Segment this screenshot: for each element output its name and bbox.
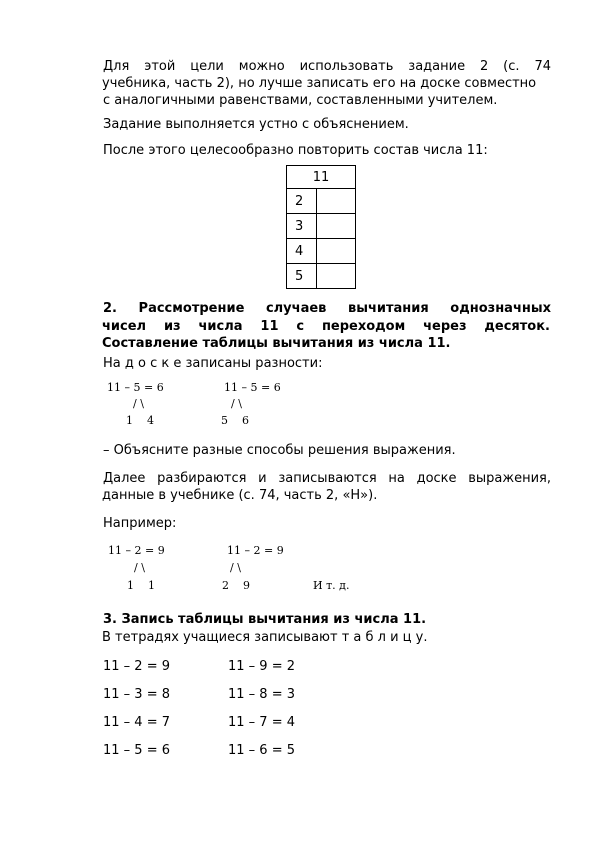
example-2-left-expression: 11 – 2 = 9	[108, 544, 165, 557]
subtraction-table-row-right: 11 – 8 = 3	[228, 687, 296, 702]
composition-cell: 5	[287, 264, 317, 289]
intro-line-2: учебника, часть 2), но лучше записать его на доске совместно	[102, 76, 537, 91]
composition-cell: 3	[287, 214, 317, 239]
subtraction-table-row-right: 11 – 6 = 5	[228, 743, 296, 758]
composition-header: 11	[287, 166, 356, 189]
example-2-etc: И т. д.	[313, 579, 350, 592]
composition-cell: 2	[287, 189, 317, 214]
subtraction-table-row-left: 11 – 2 = 9	[103, 659, 171, 674]
section-2-line-1: 2. Рассмотрение случаев вычитания однозначных	[103, 301, 551, 316]
section-3-title: 3. Запись таблицы вычитания из числа 11.	[103, 612, 427, 627]
composition-table	[286, 165, 356, 289]
intro-line-3: с аналогичными равенствами, составленными учителем.	[103, 93, 498, 108]
repeat-text: После этого целесообразно повторить состав числа 11:	[103, 143, 488, 158]
section-2-heading	[103, 300, 551, 353]
further-paragraph	[103, 470, 551, 504]
example-2-left-parts: 1 1	[127, 579, 155, 592]
subtraction-table-row-left: 11 – 5 = 6	[103, 743, 171, 758]
explain-text: – Объясните разные способы решения выражения.	[103, 443, 456, 458]
subtraction-table-row-right: 11 – 9 = 2	[228, 659, 296, 674]
example-1-left-branch: / \	[133, 397, 144, 410]
example-2-right-branch: / \	[230, 561, 241, 574]
composition-empty-cell	[317, 239, 356, 264]
composition-empty-cell	[317, 189, 356, 214]
composition-empty-cell	[317, 264, 356, 289]
example-1-right-branch: / \	[231, 397, 242, 410]
composition-empty-cell	[317, 214, 356, 239]
example-2-left-branch: / \	[134, 561, 145, 574]
board-intro: На д о с к е записаны разности:	[103, 356, 323, 371]
subtraction-table-row-left: 11 – 3 = 8	[103, 687, 171, 702]
section-2-line-3: Составление таблицы вычитания из числа 11.	[102, 336, 451, 351]
example-1-left-expression: 11 – 5 = 6	[107, 381, 164, 394]
subtraction-table-row-right: 11 – 7 = 4	[228, 715, 296, 730]
subtraction-table-row-left: 11 – 4 = 7	[103, 715, 171, 730]
example-1-right-expression: 11 – 5 = 6	[224, 381, 281, 394]
section-2-line-2: чисел из числа 11 с переходом через десяток.	[102, 318, 550, 334]
example-2-right-expression: 11 – 2 = 9	[227, 544, 284, 557]
intro-line-1: Для этой цели можно использовать задание 2 (с. 74	[103, 59, 551, 74]
oral-text: Задание выполняется устно с объяснением.	[103, 117, 409, 132]
intro-paragraph	[103, 58, 551, 109]
example-1-right-parts: 5 6	[221, 414, 249, 427]
example-1-left-parts: 1 4	[126, 414, 154, 427]
further-line-1: Далее разбираются и записываются на доске выражения,	[103, 471, 551, 486]
further-line-2: данные в учебнике (с. 74, часть 2, «Н»).	[102, 488, 378, 503]
example-2-right-parts: 2 9	[222, 579, 250, 592]
section-3-intro: В тетрадях учащиеся записывают т а б л и ц у.	[102, 630, 428, 645]
composition-cell: 4	[287, 239, 317, 264]
for-example-text: Например:	[103, 516, 177, 531]
